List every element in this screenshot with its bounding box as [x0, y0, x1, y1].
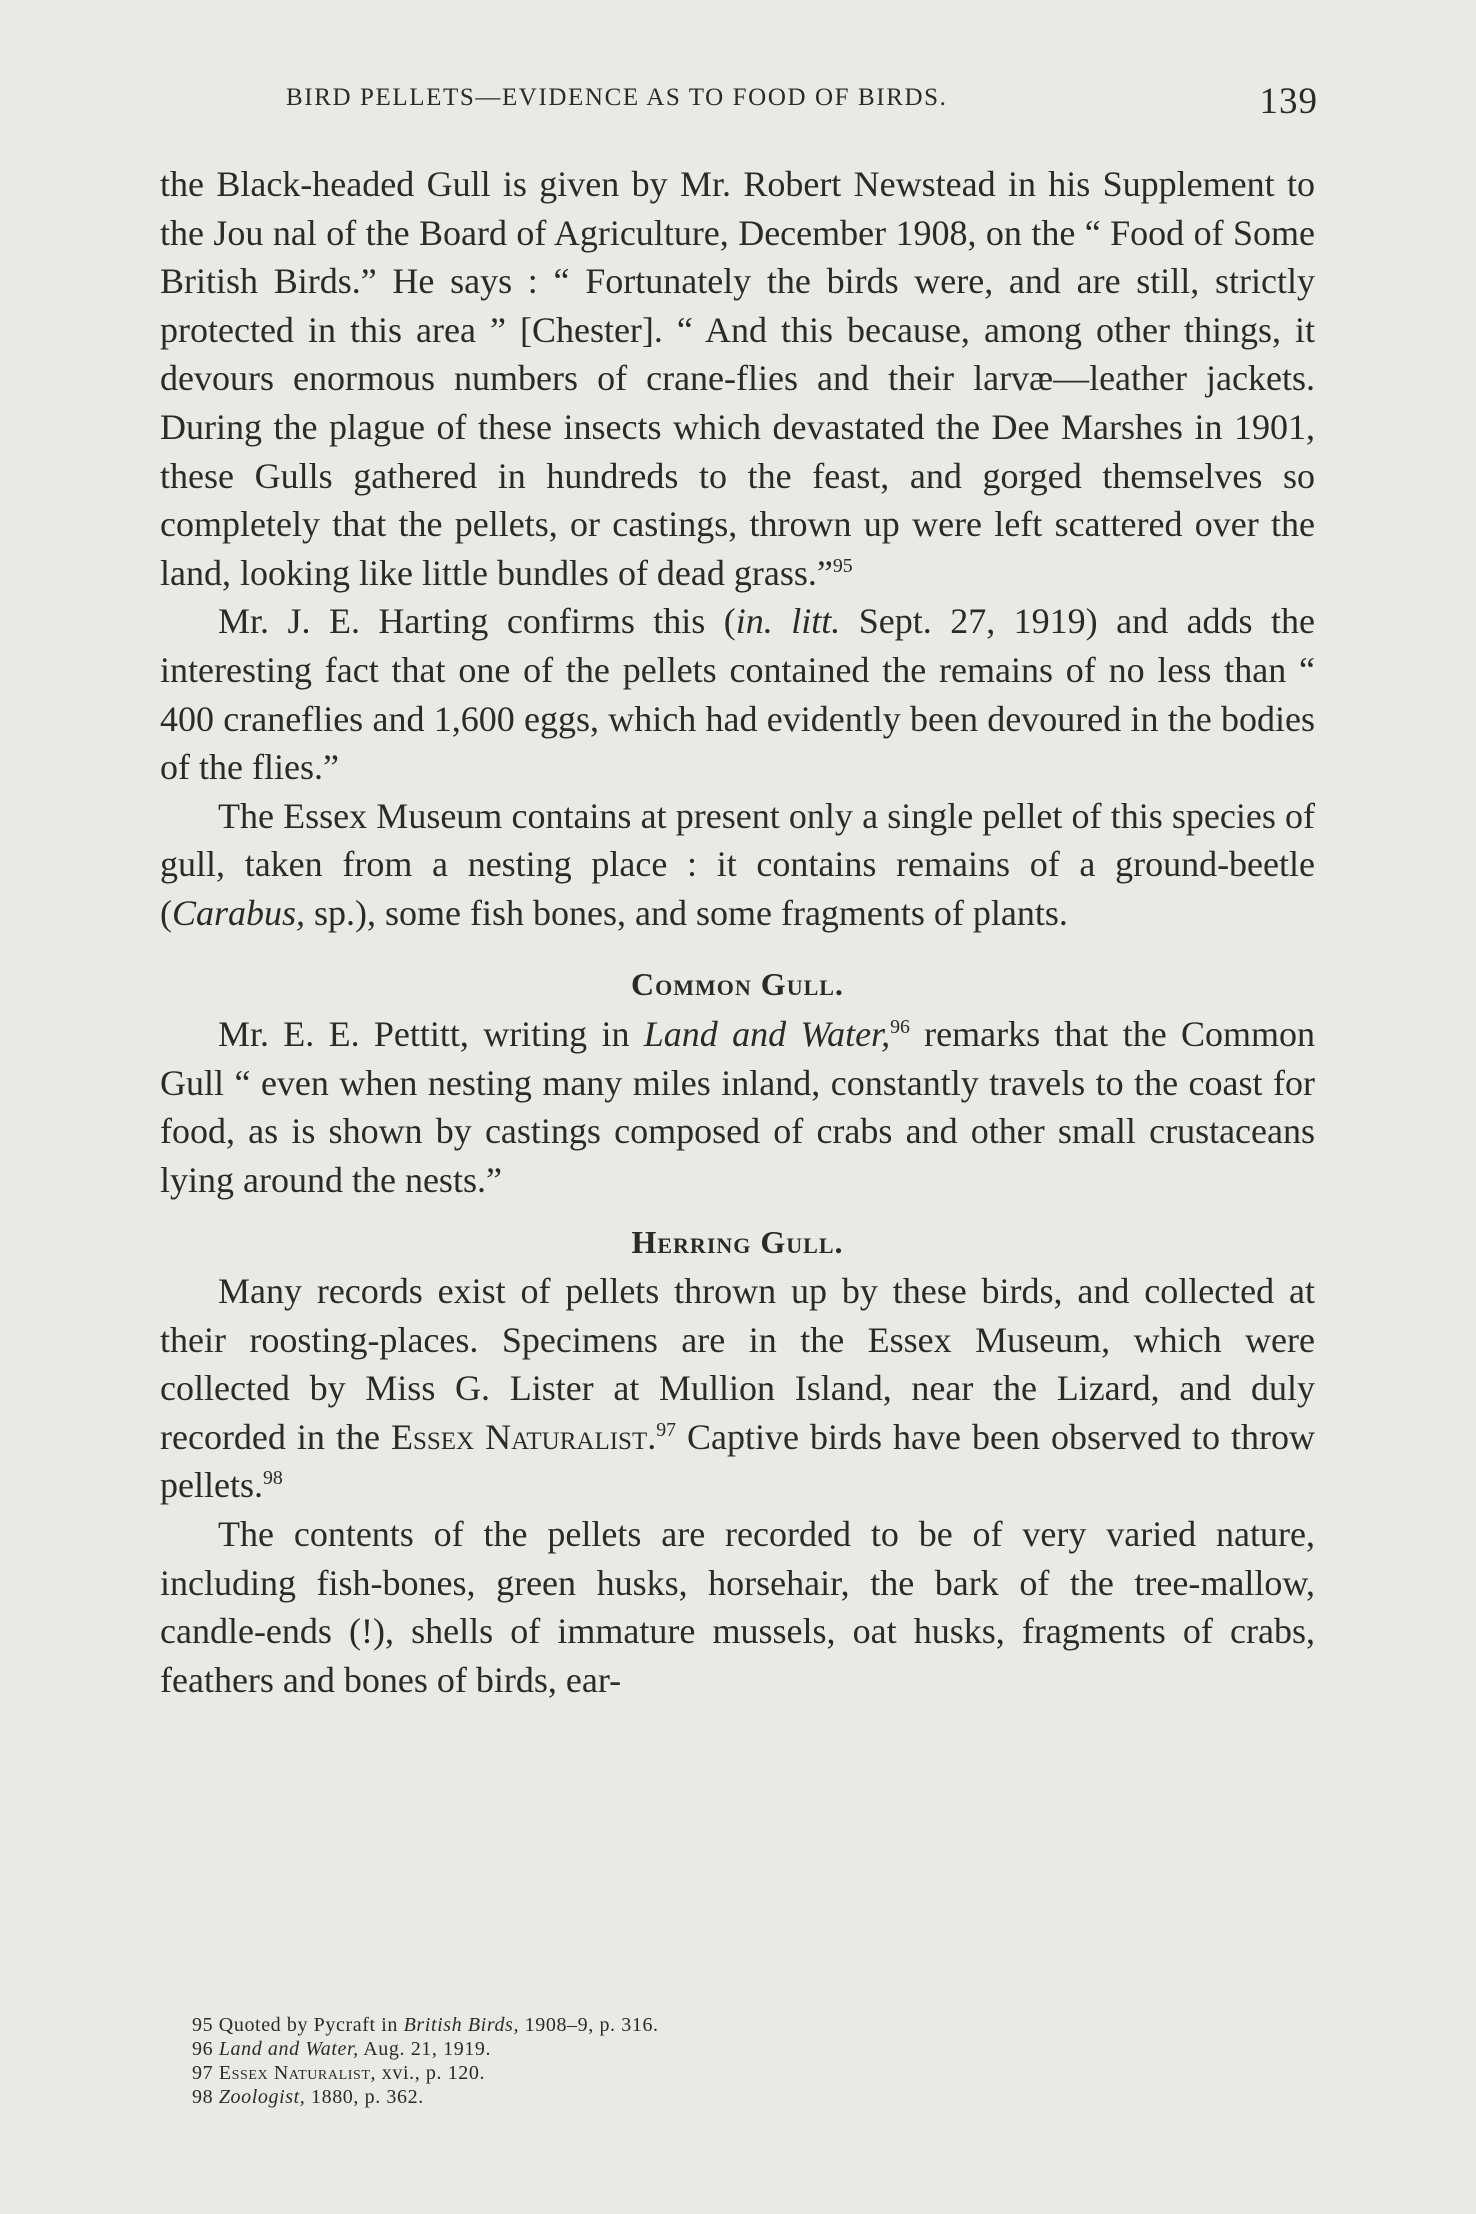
footnote-number: 95 [192, 2014, 214, 2036]
small-caps-text: Essex Naturalist. [390, 1416, 657, 1457]
paragraph-harting [160, 597, 1315, 791]
page-number: 139 [1259, 81, 1318, 122]
paragraph-text: Mr. E. E. Pettitt, writing in [218, 1014, 644, 1055]
footnote-98 [192, 2085, 1092, 2109]
paragraph-common-gull [160, 1010, 1315, 1204]
footnote-97 [192, 2061, 1092, 2085]
section-heading-herring-gull: Herring Gull. [631, 1224, 844, 1261]
footnote-source: Zoologist, [218, 2086, 306, 2108]
paragraph-text: the Black-headed Gull is given by Mr. Robert Newstead in his Supplement to the Jou nal of the Board of Agriculture, December 1908, on the “ Food of Some British Birds.” He says : “ Fortunately the birds were, and are still, strictly protected in this area ” [Chester]. “ And this because, among other things, it devours enormous numbers of crane-flies and their larvæ—leather jackets. During the plague of these insects which devastated the Dee Marshes in 1901, these Gulls gathered in hundreds to the feast, and gorged themselves so completely that the pellets, or castings, thrown up were left scattered over the land, looking like little bundles of dead grass.” [160, 164, 1315, 593]
footnote-text: 1908–9, p. 316. [519, 2014, 659, 2036]
paragraph-text: Many records exist of pellets thrown up by these birds, and collected at their roosting-places. Specimens are in the Essex Museum, which were collected by Miss G. Lister at Mullion Island, near the Lizard, and duly recorded in the [160, 1271, 1315, 1457]
footnote-source: Essex Naturalist, [218, 2062, 377, 2084]
italic-text: Carabus, [172, 892, 306, 933]
footnote-number: 98 [192, 2086, 214, 2108]
footnote-ref-98[interactable]: 98 [262, 1467, 283, 1490]
footnote-text: Quoted by Pycraft in [213, 2014, 404, 2036]
paragraph-text: The Essex Museum contains at present only a single pellet of this species of gull, taken from a nesting place : it contains remains of a ground-beetle ( [160, 795, 1315, 933]
footnote-ref-96[interactable]: 96 [890, 1016, 910, 1039]
footnote-ref-95[interactable]: 95 [832, 554, 853, 577]
body-text [160, 160, 1315, 1704]
paragraph-pellet-contents [160, 1510, 1315, 1704]
paragraph-text: remarks that the Common Gull “ even when nesting many miles inland, constantly travels to the coast for food, as is shown by castings composed of crabs and other small crustaceans lying around the nests.” [160, 1014, 1315, 1200]
footnote-text: xvi., p. 120. [376, 2062, 486, 2084]
italic-text: Land and Water, [643, 1014, 891, 1055]
paragraph-text: The contents of the pellets are recorded to be of very varied nature, including fish-bones, green husks, horsehair, the bark of the tree-mallow, candle-ends (!), shells of immature mussels, oat husks, fragments of crabs, feathers and bones of birds, ear- [160, 1514, 1315, 1700]
italic-text: in. litt. [735, 601, 841, 642]
footnote-source: British Birds, [403, 2014, 520, 2036]
footnote-text: Aug. 21, 1919. [358, 2038, 492, 2060]
footnotes [192, 2013, 1092, 2109]
footnote-number: 96 [192, 2038, 214, 2060]
paragraph-text: Sept. 27, 1919) and adds the interesting fact that one of the pellets contained the remains of no less than “ 400 craneflies and 1,600 eggs, which had evidently been devoured in the bodies of the flies.” [160, 601, 1315, 788]
footnote-96 [192, 2037, 1092, 2061]
paragraph-herring-gull [160, 1267, 1315, 1510]
footnote-ref-97[interactable]: 97 [656, 1418, 677, 1441]
running-head: BIRD PELLETS—EVIDENCE AS TO FOOD OF BIRDS. [286, 84, 948, 111]
footnote-source: Land and Water, [218, 2038, 359, 2060]
paragraph-black-headed-gull [160, 160, 1315, 597]
section-heading-common-gull: Common Gull. [631, 965, 844, 1002]
footnote-number: 97 [192, 2062, 214, 2084]
footnote-text: 1880, p. 362. [305, 2086, 424, 2108]
paragraph-text: Mr. J. E. Harting confirms this ( [218, 601, 736, 642]
paragraph-essex-museum [160, 792, 1315, 938]
paragraph-text: Captive birds have been observed to throw pellets. [160, 1416, 1315, 1506]
footnote-95 [192, 2013, 1092, 2037]
paragraph-text: sp.), some fish bones, and some fragments of plants. [305, 892, 1068, 933]
